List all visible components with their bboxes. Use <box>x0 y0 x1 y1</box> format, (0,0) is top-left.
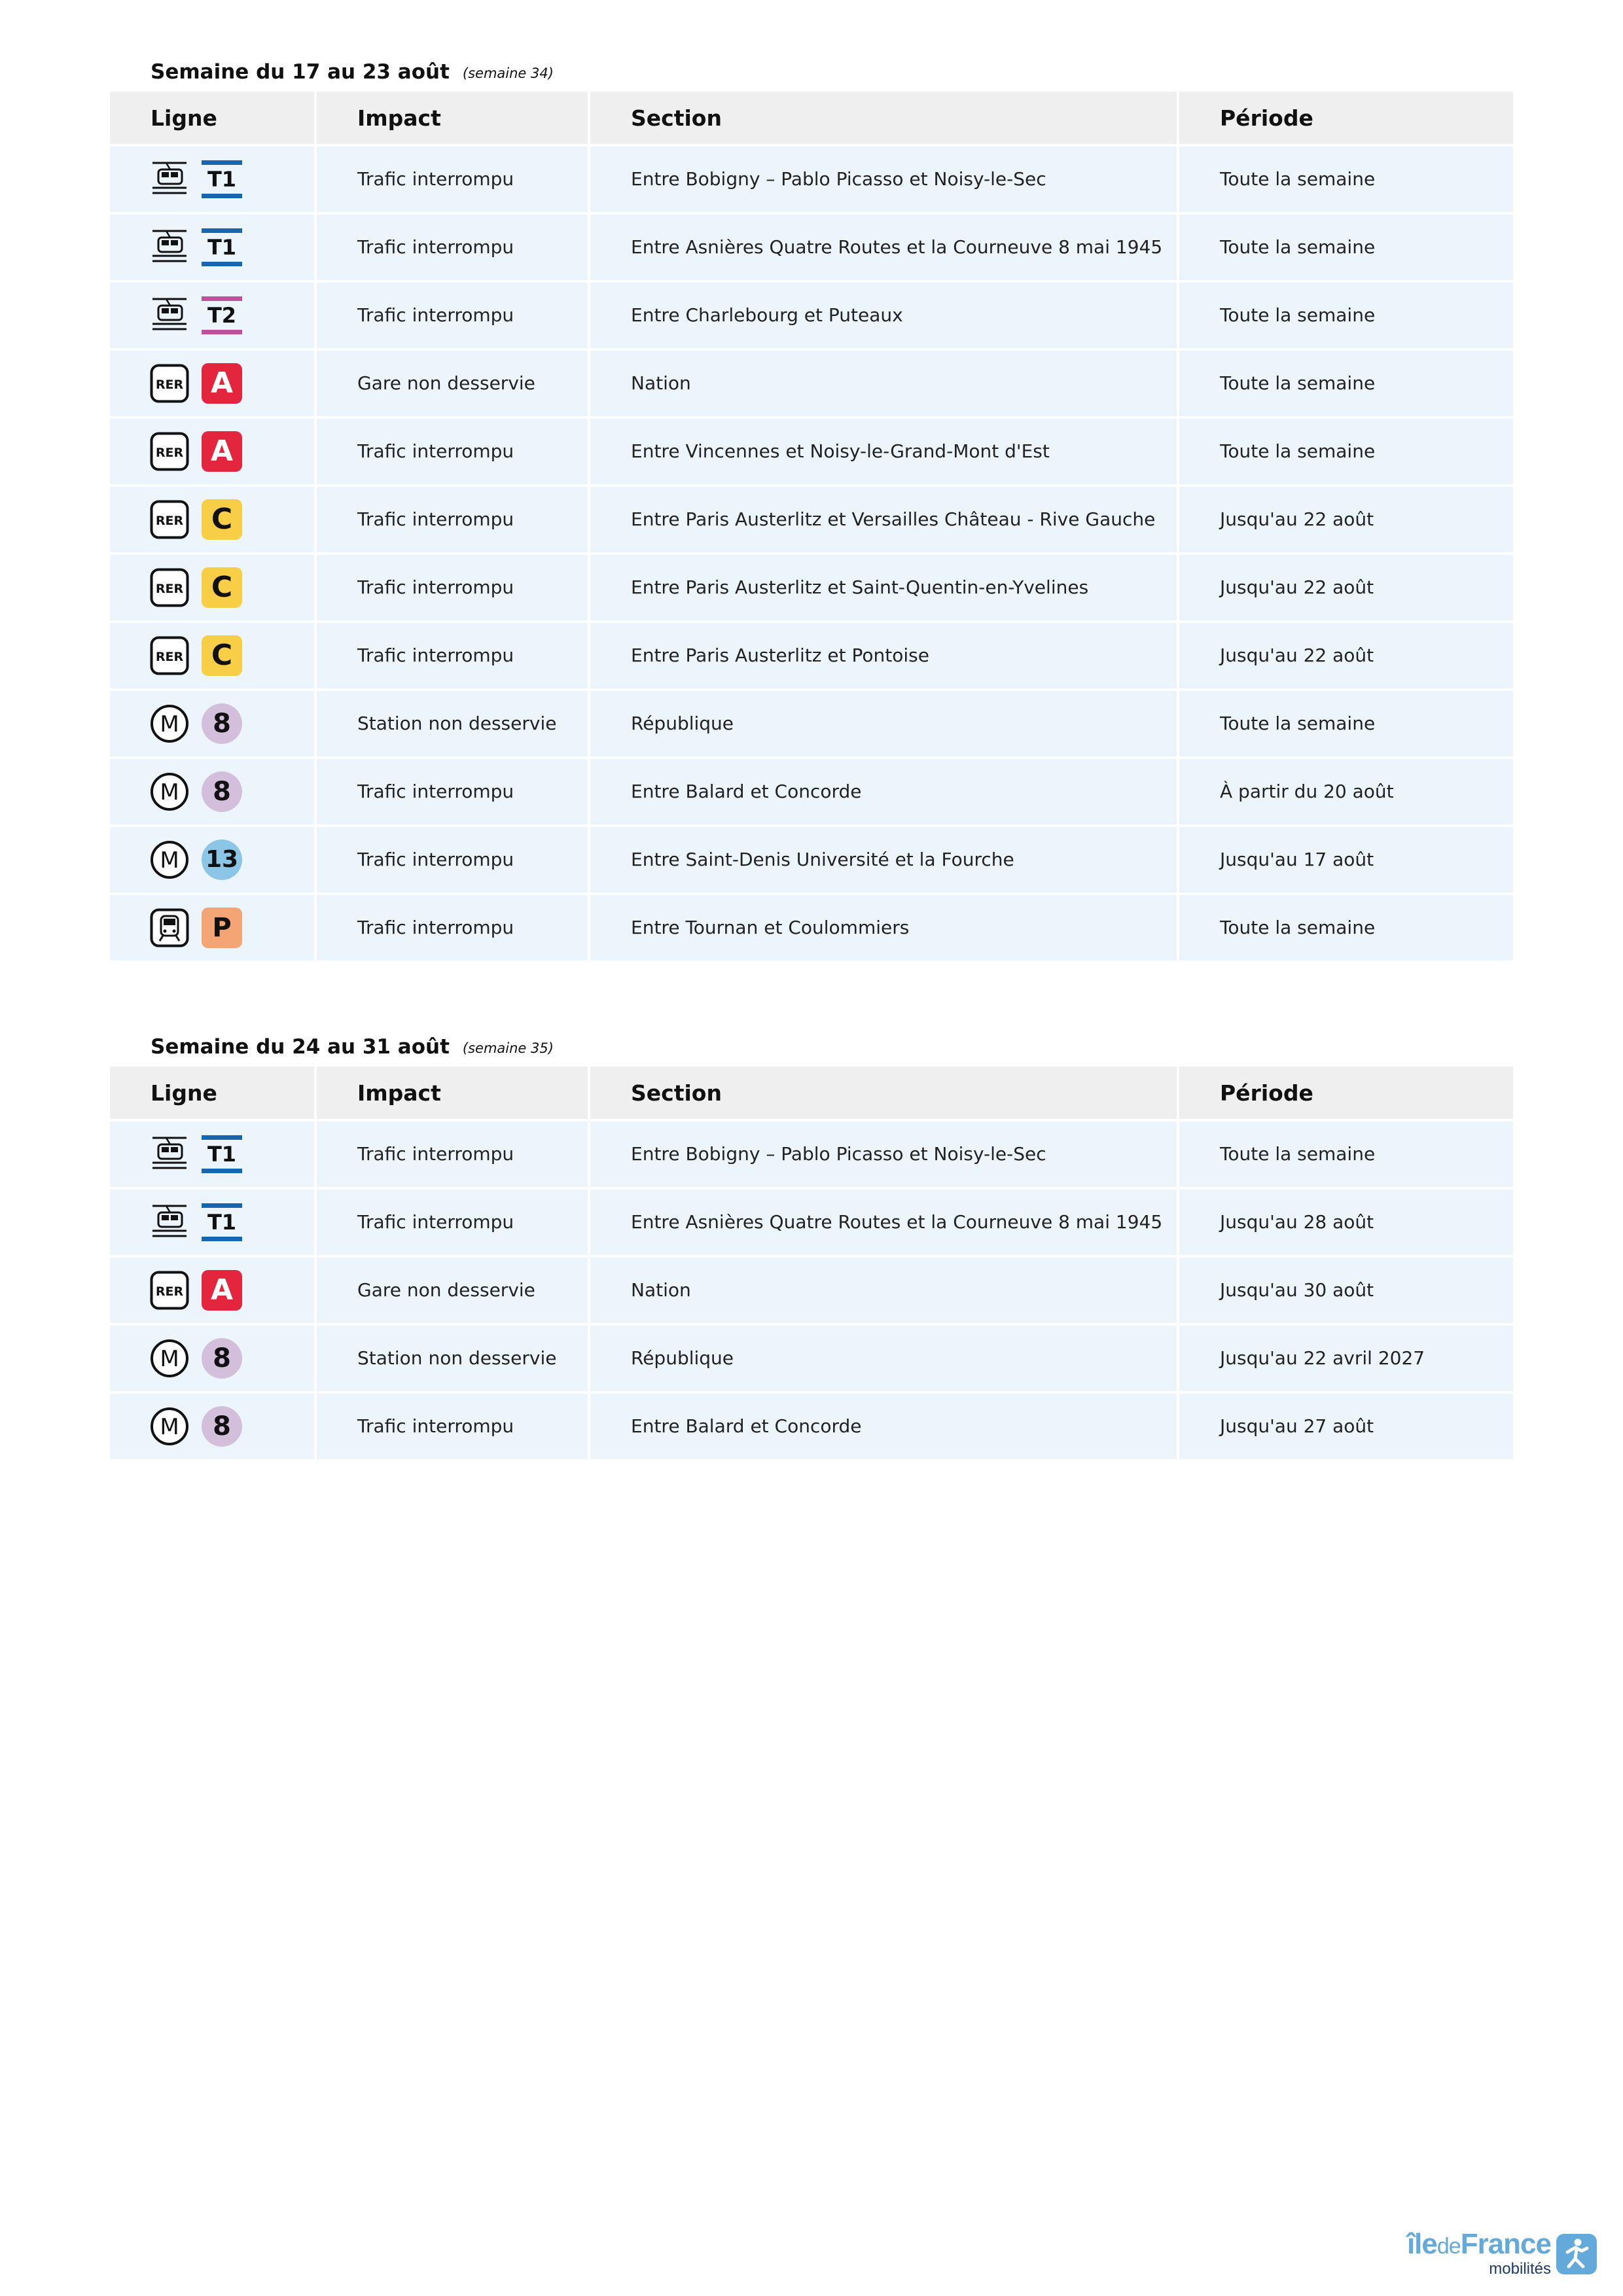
line-number: T1 <box>207 1210 237 1235</box>
line-number: 8 <box>213 709 231 739</box>
pedestrian-icon <box>1556 2234 1597 2274</box>
line-badge <box>202 703 242 744</box>
section-cell: Entre Bobigny – Pablo Picasso et Noisy-le-Sec <box>588 144 1177 212</box>
svg-text:M: M <box>160 1346 179 1372</box>
periode-cell: Toute la semaine <box>1177 348 1513 416</box>
section-cell: Entre Asnières Quatre Routes et la Courneuve 8 mai 1945 <box>588 212 1177 280</box>
header-periode: Période <box>1177 92 1513 144</box>
line-number: T1 <box>207 167 237 192</box>
week-heading <box>110 46 1513 92</box>
ligne-cell <box>110 552 314 620</box>
table-row <box>110 892 1513 961</box>
ligne-cell <box>110 892 314 961</box>
metro-icon <box>149 1406 190 1447</box>
periode-cell: Jusqu'au 28 août <box>1177 1187 1513 1255</box>
impact-cell: Trafic interrompu <box>314 892 588 961</box>
line-number: A <box>210 366 234 400</box>
line-badge <box>202 160 242 198</box>
impact-cell: Gare non desservie <box>314 348 588 416</box>
impact-cell: Station non desservie <box>314 1323 588 1391</box>
line-number: C <box>211 571 233 604</box>
periode-cell: À partir du 20 août <box>1177 756 1513 824</box>
section-cell: Entre Asnières Quatre Routes et la Courneuve 8 mai 1945 <box>588 1187 1177 1255</box>
section-cell: Entre Paris Austerlitz et Versailles Château - Rive Gauche <box>588 484 1177 552</box>
impact-cell: Trafic interrompu <box>314 552 588 620</box>
impact-cell: Trafic interrompu <box>314 484 588 552</box>
line-number: T1 <box>207 235 237 260</box>
line-number: 8 <box>213 1343 231 1373</box>
impact-cell: Station non desservie <box>314 688 588 756</box>
impact-cell: Trafic interrompu <box>314 824 588 892</box>
line-number: C <box>211 503 233 536</box>
table-row <box>110 756 1513 824</box>
week-section-35 <box>110 1021 1513 1459</box>
line-badge <box>202 567 242 608</box>
rer-icon <box>149 431 190 472</box>
tram-icon <box>149 1202 190 1243</box>
impact-cell: Trafic interrompu <box>314 212 588 280</box>
periode-cell: Toute la semaine <box>1177 1119 1513 1187</box>
svg-text:RER: RER <box>155 650 184 664</box>
ligne-cell <box>110 416 314 484</box>
periode-cell: Jusqu'au 17 août <box>1177 824 1513 892</box>
section-cell: Entre Bobigny – Pablo Picasso et Noisy-le-Sec <box>588 1119 1177 1187</box>
section-cell: Entre Saint-Denis Université et la Fourche <box>588 824 1177 892</box>
week-subtitle: (semaine 34) <box>462 65 554 81</box>
section-cell: Entre Balard et Concorde <box>588 756 1177 824</box>
periode-cell: Jusqu'au 22 août <box>1177 620 1513 688</box>
line-badge <box>202 499 242 540</box>
table-row <box>110 688 1513 756</box>
section-cell: Entre Paris Austerlitz et Pontoise <box>588 620 1177 688</box>
ligne-cell <box>110 688 314 756</box>
line-number: A <box>210 1273 234 1307</box>
ligne-cell <box>110 1323 314 1391</box>
line-number: T1 <box>207 1142 237 1167</box>
table-row <box>110 144 1513 212</box>
table-row <box>110 416 1513 484</box>
periode-cell: Toute la semaine <box>1177 416 1513 484</box>
impact-cell: Gare non desservie <box>314 1255 588 1323</box>
header-ligne: Ligne <box>110 92 314 144</box>
line-badge <box>202 296 242 334</box>
line-number: A <box>210 434 234 468</box>
section-cell: Entre Charlebourg et Puteaux <box>588 280 1177 348</box>
header-impact: Impact <box>314 92 588 144</box>
periode-cell: Jusqu'au 22 août <box>1177 552 1513 620</box>
section-cell: Entre Paris Austerlitz et Saint-Quentin-en-Yvelines <box>588 552 1177 620</box>
table-row <box>110 280 1513 348</box>
week-heading <box>110 1021 1513 1067</box>
ligne-cell <box>110 1187 314 1255</box>
ligne-cell <box>110 1255 314 1323</box>
line-number: T2 <box>207 303 237 328</box>
svg-text:M: M <box>160 711 179 737</box>
svg-text:RER: RER <box>155 446 184 460</box>
impact-cell: Trafic interrompu <box>314 1187 588 1255</box>
periode-cell: Toute la semaine <box>1177 212 1513 280</box>
line-number: 8 <box>213 1411 231 1441</box>
impact-cell: Trafic interrompu <box>314 1391 588 1459</box>
table-row <box>110 1323 1513 1391</box>
ligne-cell <box>110 144 314 212</box>
svg-text:M: M <box>160 779 179 805</box>
line-badge <box>202 908 242 948</box>
line-number: C <box>211 639 233 672</box>
metro-icon <box>149 771 190 812</box>
ligne-cell <box>110 484 314 552</box>
line-badge <box>202 1406 242 1447</box>
section-cell: Entre Balard et Concorde <box>588 1391 1177 1459</box>
idf-mobilites-logo <box>1407 2230 1597 2278</box>
metro-icon <box>149 1338 190 1379</box>
line-number: 13 <box>205 846 239 873</box>
impact-cell: Trafic interrompu <box>314 756 588 824</box>
line-badge <box>202 363 242 404</box>
tram-icon <box>149 227 190 268</box>
ligne-cell <box>110 212 314 280</box>
tram-icon <box>149 1134 190 1174</box>
table-row <box>110 1391 1513 1459</box>
table-header-row <box>110 92 1513 144</box>
metro-icon <box>149 839 190 880</box>
ligne-cell <box>110 620 314 688</box>
periode-cell: Toute la semaine <box>1177 144 1513 212</box>
table-row <box>110 348 1513 416</box>
header-section: Section <box>588 92 1177 144</box>
table-row <box>110 484 1513 552</box>
table-row <box>110 1255 1513 1323</box>
ligne-cell <box>110 1119 314 1187</box>
section-cell: Nation <box>588 1255 1177 1323</box>
table-row <box>110 620 1513 688</box>
line-badge <box>202 1203 242 1241</box>
table-row <box>110 824 1513 892</box>
rer-icon <box>149 1270 190 1311</box>
logo-subtitle: mobilités <box>1489 2260 1551 2278</box>
ligne-cell <box>110 348 314 416</box>
ligne-cell <box>110 756 314 824</box>
section-cell: République <box>588 688 1177 756</box>
line-badge <box>202 1338 242 1379</box>
impact-cell: Trafic interrompu <box>314 144 588 212</box>
line-badge <box>202 228 242 266</box>
line-number: P <box>212 913 232 943</box>
week-section-34 <box>110 46 1513 961</box>
line-badge <box>202 1135 242 1173</box>
ligne-cell <box>110 280 314 348</box>
periode-cell: Jusqu'au 27 août <box>1177 1391 1513 1459</box>
ligne-cell <box>110 824 314 892</box>
section-cell: Entre Tournan et Coulommiers <box>588 892 1177 961</box>
table-row <box>110 212 1513 280</box>
svg-text:M: M <box>160 1414 179 1440</box>
tram-icon <box>149 295 190 336</box>
ligne-cell <box>110 1391 314 1459</box>
logo-wordmark: îledeFrance <box>1406 2228 1551 2260</box>
header-ligne: Ligne <box>110 1067 314 1119</box>
svg-text:RER: RER <box>155 514 184 528</box>
line-badge <box>202 1270 242 1311</box>
impact-cell: Trafic interrompu <box>314 620 588 688</box>
line-badge <box>202 839 242 880</box>
header-section: Section <box>588 1067 1177 1119</box>
metro-icon <box>149 703 190 744</box>
svg-text:RER: RER <box>155 378 184 392</box>
table-row <box>110 1187 1513 1255</box>
header-impact: Impact <box>314 1067 588 1119</box>
rer-icon <box>149 363 190 404</box>
impact-cell: Trafic interrompu <box>314 1119 588 1187</box>
section-cell: Nation <box>588 348 1177 416</box>
line-badge <box>202 431 242 472</box>
svg-text:RER: RER <box>155 1284 184 1299</box>
section-cell: Entre Vincennes et Noisy-le-Grand-Mont d'Est <box>588 416 1177 484</box>
svg-text:M: M <box>160 847 179 874</box>
week-title: Semaine du 24 au 31 août <box>151 1035 450 1059</box>
impact-cell: Trafic interrompu <box>314 416 588 484</box>
table-row <box>110 552 1513 620</box>
table-row <box>110 1119 1513 1187</box>
train-icon <box>149 908 190 948</box>
line-badge <box>202 635 242 676</box>
week-title: Semaine du 17 au 23 août <box>151 60 450 84</box>
periode-cell: Jusqu'au 22 août <box>1177 484 1513 552</box>
periode-cell: Toute la semaine <box>1177 280 1513 348</box>
week-subtitle: (semaine 35) <box>462 1040 554 1056</box>
header-periode: Période <box>1177 1067 1513 1119</box>
rer-icon <box>149 499 190 540</box>
svg-text:RER: RER <box>155 582 184 596</box>
disruptions-table <box>110 1067 1513 1459</box>
section-cell: République <box>588 1323 1177 1391</box>
line-number: 8 <box>213 777 231 807</box>
periode-cell: Jusqu'au 22 avril 2027 <box>1177 1323 1513 1391</box>
periode-cell: Toute la semaine <box>1177 892 1513 961</box>
disruptions-table <box>110 92 1513 961</box>
periode-cell: Toute la semaine <box>1177 688 1513 756</box>
rer-icon <box>149 567 190 608</box>
periode-cell: Jusqu'au 30 août <box>1177 1255 1513 1323</box>
tram-icon <box>149 159 190 200</box>
rer-icon <box>149 635 190 676</box>
table-header-row <box>110 1067 1513 1119</box>
line-badge <box>202 771 242 812</box>
impact-cell: Trafic interrompu <box>314 280 588 348</box>
